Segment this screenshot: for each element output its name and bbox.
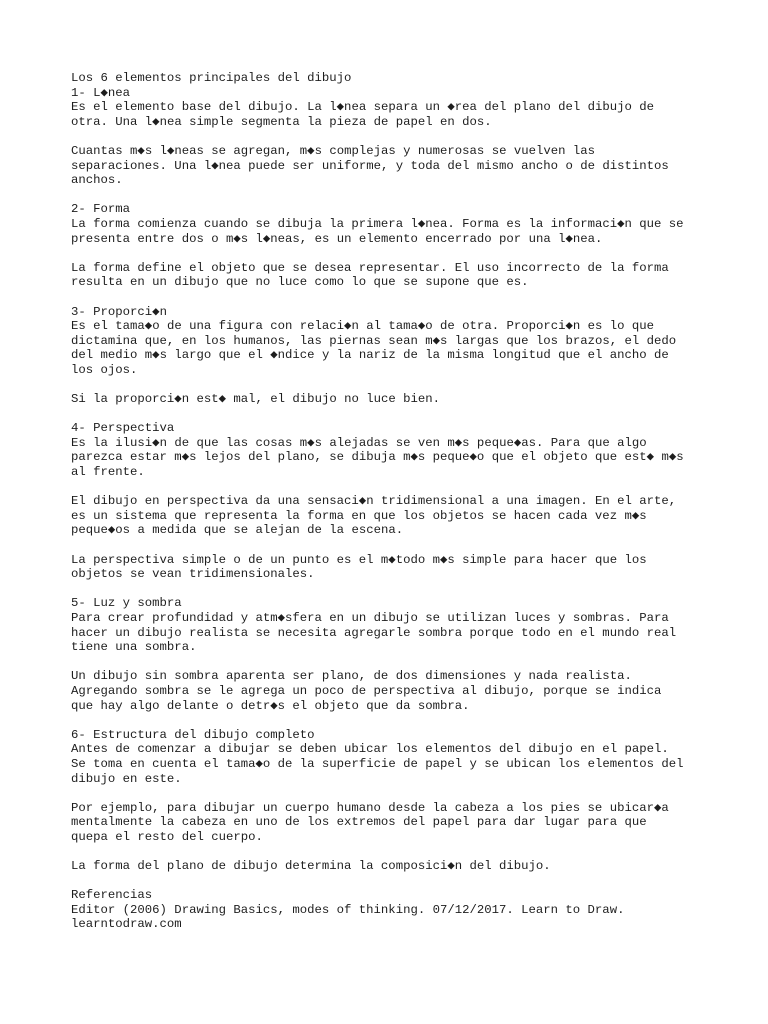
text-line: separaciones. Una l◆nea puede ser uniforme, y toda del mismo ancho o de distintos [71,158,669,173]
blank-line [71,538,728,553]
blank-line [71,407,728,422]
blank-line [71,713,728,728]
text-line: del medio m◆s largo que el ◆ndice y la nariz de la misma longitud que el ancho de [71,348,669,363]
blank-line [71,582,728,597]
blank-line [71,129,728,144]
text-line: tiene una sombra. [71,640,197,655]
blank-line [71,480,728,495]
text-line: objetos se vean tridimensionales. [71,567,315,582]
text-line: Para crear profundidad y atm◆sfera en un dibujo se utilizan luces y sombras. Para [71,610,669,625]
blank-line [71,290,728,305]
text-line: La forma del plano de dibujo determina la composici◆n del dibujo. [71,859,551,874]
text-line: 1- L◆nea [71,85,131,100]
text-line: Antes de comenzar a dibujar se deben ubicar los elementos del dibujo en el papel. [71,742,669,757]
text-line: hacer un dibujo realista se necesita agregarle sombra porque todo en el mundo real [71,625,677,640]
blank-line [71,377,728,392]
text-line: Editor (2006) Drawing Basics, modes of thinking. 07/12/2017. Learn to Draw. [71,902,625,917]
text-line: Un dibujo sin sombra aparenta ser plano, de dos dimensiones y nada realista. [71,669,632,684]
blank-line [71,655,728,670]
document-body [71,71,728,932]
text-line: Agregando sombra se le agrega un poco de perspectiva al dibujo, porque se indica [71,683,662,698]
blank-line [71,188,728,203]
text-line: es un sistema que representa la forma en que los objetos se hacen cada vez m◆s [71,508,647,523]
text-line: Si la proporci◆n est◆ mal, el dibujo no luce bien. [71,392,441,407]
text-line: La forma define el objeto que se desea representar. El uso incorrecto de la forma [71,260,669,275]
text-line: los ojos. [71,362,138,377]
text-line: learntodraw.com [71,917,182,932]
text-line: anchos. [71,173,123,188]
text-line: Es el elemento base del dibujo. La l◆nea separa un ◆rea del plano del dibujo de [71,100,655,115]
blank-line [71,786,728,801]
text-line: dictamina que, en los humanos, las piernas sean m◆s largas que los brazos, el dedo [71,333,677,348]
text-line: presenta entre dos o m◆s l◆neas, es un elemento encerrado por una l◆nea. [71,231,603,246]
text-line: Cuantas m◆s l◆neas se agregan, m◆s complejas y numerosas se vuelven las [71,143,596,158]
text-line: 4- Perspectiva [71,421,175,436]
text-line: resulta en un dibujo que no luce como lo que se supone que es. [71,275,529,290]
text-line: Es la ilusi◆n de que las cosas m◆s alejadas se ven m◆s peque◆as. Para que algo [71,435,647,450]
text-line: parezca estar m◆s lejos del plano, se dibuja m◆s peque◆o que el objeto que est◆ m◆s [71,450,684,465]
text-line: La forma comienza cuando se dibuja la primera l◆nea. Forma es la informaci◆n que se [71,216,684,231]
text-line: Es el tama◆o de una figura con relaci◆n al tama◆o de otra. Proporci◆n es lo que [71,319,655,334]
text-line: al frente. [71,465,145,480]
text-line: 3- Proporci◆n [71,304,167,319]
text-line: El dibujo en perspectiva da una sensaci◆n tridimensional a una imagen. En el arte, [71,494,677,509]
text-line: Por ejemplo, para dibujar un cuerpo humano desde la cabeza a los pies se ubicar◆a [71,800,669,815]
text-line: 2- Forma [71,202,131,217]
blank-line [71,844,728,859]
text-line: Se toma en cuenta el tama◆o de la superficie de papel y se ubican los elementos del [71,756,684,771]
text-line: mentalmente la cabeza en uno de los extremos del papel para dar lugar para que [71,815,647,830]
blank-line [71,874,728,889]
text-line: Referencias [71,888,153,903]
text-line: dibujo en este. [71,771,182,786]
text-line: que hay algo delante o detr◆s el objeto que da sombra. [71,698,470,713]
text-line: Los 6 elementos principales del dibujo [71,71,352,85]
text-line: 6- Estructura del dibujo completo [71,727,315,742]
text-line: La perspectiva simple o de un punto es el m◆todo m◆s simple para hacer que los [71,552,647,567]
blank-line [71,246,728,261]
text-line: otra. Una l◆nea simple segmenta la pieza de papel en dos. [71,114,492,129]
text-line: quepa el resto del cuerpo. [71,829,263,844]
text-line: peque◆os a medida que se alejan de la escena. [71,523,404,538]
text-line: 5- Luz y sombra [71,596,182,611]
